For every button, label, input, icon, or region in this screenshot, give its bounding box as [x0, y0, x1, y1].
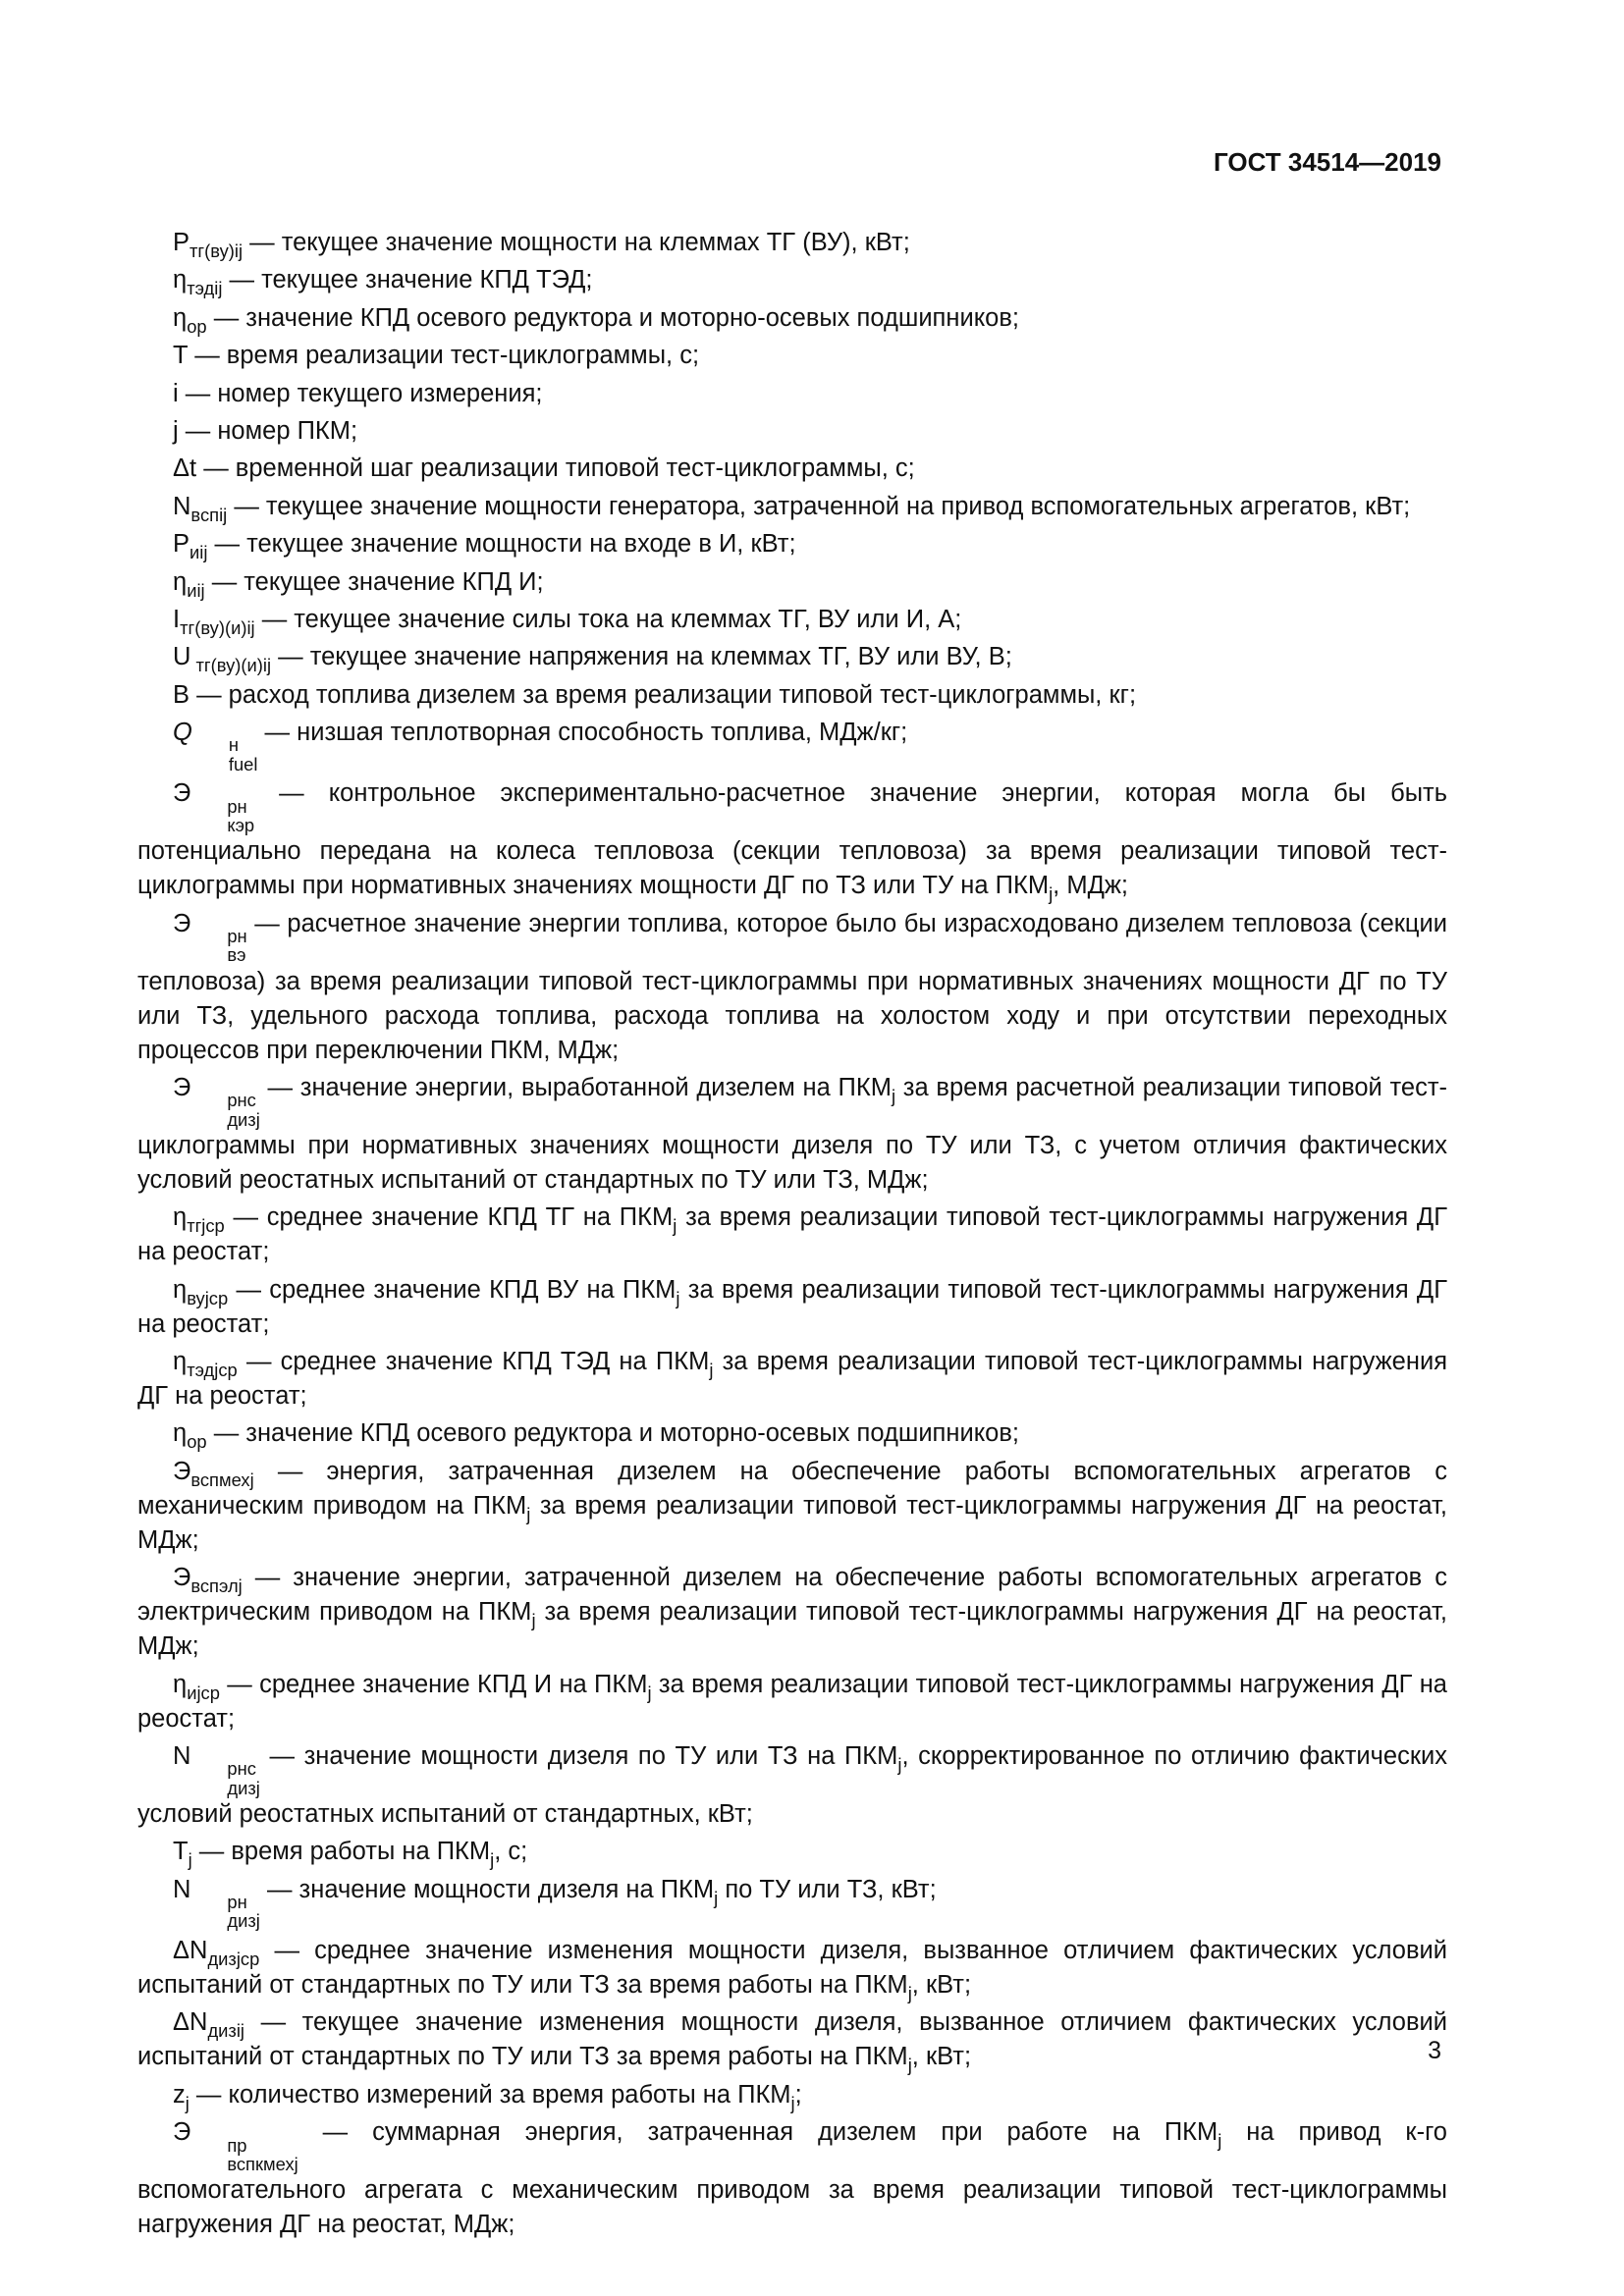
symbol-subscript: вспмехj	[190, 1468, 254, 1490]
symbol	[173, 1203, 225, 1237]
definition-item	[137, 1873, 1447, 1931]
text-subscript: j	[1218, 2130, 1222, 2152]
symbol	[173, 229, 244, 261]
symbol-base: N	[173, 1875, 191, 1903]
definition-text: — текущее значение мощности генератора, затраченной на привод вспомогательных агрегатов, кВт;	[227, 492, 1411, 520]
definition-item	[137, 2078, 1447, 2112]
definition-text: — расчетное значение энергии топлива, которое было бы израсходовано дизелем тепловоза (секции тепловоза) за время реализации типовой тест-циклограммы при нормативных значениях мощности ДГ по ТУ или ТЗ, удельного расхода топлива, расхода топлива на холостом ходу и при отсутствии переходных процессов при переключении ПКМ, МДж;	[137, 909, 1447, 1064]
definition-item	[137, 565, 1447, 600]
symbol-base: Э	[173, 1457, 191, 1485]
text-subscript: j	[897, 1753, 902, 1775]
definition-item	[137, 2005, 1447, 2074]
text-subscript: j	[891, 1085, 896, 1106]
definition-text: — значение мощности дизеля на ПКМ	[259, 1875, 715, 1903]
definition-text: — среднее значение КПД И на ПКМ	[219, 1670, 648, 1698]
definition-text-tail: , кВт;	[911, 1970, 972, 1999]
definition-item	[137, 603, 1447, 637]
text-subscript: j	[526, 1503, 531, 1524]
definition-text: — время работы на ПКМ	[191, 1838, 491, 1866]
symbol-base: N	[173, 1742, 191, 1770]
symbol-superscript: рн	[227, 1892, 247, 1913]
symbol-base: Э	[173, 909, 191, 937]
symbol-subscript: дизj	[227, 1108, 260, 1130]
symbol-subscript: дизj	[227, 1910, 260, 1932]
definition-text: — значение мощности дизеля по ТУ или ТЗ на ПКМ	[259, 1742, 898, 1770]
definition-item	[137, 301, 1447, 336]
symbol	[173, 681, 189, 709]
symbol-subscript: вспij	[190, 504, 228, 525]
symbol	[173, 342, 188, 369]
definition-text-tail: за время реализации типовой тест-циклограммы нагружения ДГ на реостат;	[137, 1348, 1448, 1411]
symbol-subscript: тг(ву)(и)ij	[190, 655, 272, 676]
symbol-superscript: пр	[227, 2134, 247, 2156]
symbol-base: η	[173, 1203, 188, 1232]
definition-item	[137, 716, 1447, 774]
symbol-subscript: fuel	[228, 753, 258, 774]
definition-item	[137, 776, 1447, 903]
definition-text: — энергия, затраченная дизелем на обеспечение работы вспомогательных агрегатов с механическим приводом на ПКМ	[137, 1457, 1447, 1520]
symbol-indices	[193, 735, 258, 774]
definition-item	[137, 1071, 1447, 1198]
definition-text-tail: , с;	[494, 1838, 528, 1866]
symbol-base: T	[173, 1838, 189, 1866]
symbol-subscript: тг(ву)(и)ij	[180, 616, 255, 638]
definition-text-tail: , МДж;	[1053, 872, 1128, 900]
text-subscript: j	[1049, 883, 1054, 905]
definition-text: — текущее значение изменения мощности дизеля, вызванное отличием фактических условий испытаний от стандартных по ТУ или ТЗ за время работы на ПКМ	[137, 2008, 1447, 2071]
symbol-subscript: дизj	[227, 1777, 260, 1798]
definition-text-tail: ;	[794, 2080, 802, 2109]
symbol-indices	[191, 1893, 259, 1931]
definition-text-tail: по ТУ или ТЗ, кВт;	[718, 1875, 937, 1903]
definition-item	[137, 226, 1447, 260]
symbol-subscript: ор	[187, 315, 207, 337]
symbol	[173, 1073, 260, 1130]
symbol	[173, 454, 196, 482]
definition-text-tail: , кВт;	[911, 2043, 972, 2071]
symbol-superscript: рн	[227, 926, 247, 947]
definition-text: — номер ПКМ;	[178, 416, 358, 445]
text-subscript: j	[790, 2092, 795, 2113]
definition-text: — время реализации тест-циклограммы, с;	[188, 342, 700, 370]
symbol	[173, 779, 255, 836]
symbol	[173, 1670, 220, 1703]
definition-item	[137, 414, 1447, 449]
symbol-base: I	[173, 605, 181, 633]
symbol-base: η	[173, 567, 188, 596]
symbol-subscript: иij	[189, 542, 208, 563]
definition-item	[137, 1273, 1447, 1342]
symbol-indices	[191, 2136, 298, 2174]
definition-item	[137, 1835, 1447, 1869]
definition-item	[137, 263, 1447, 297]
symbol-subscript: j	[188, 1849, 192, 1871]
symbol-base: Э	[173, 779, 191, 808]
symbol-indices	[191, 1091, 259, 1129]
definition-text: — среднее значение изменения мощности дизеля, вызванное отличием фактических условий испытаний от стандартных по ТУ или ТЗ за время работы на ПКМ	[137, 1936, 1447, 1999]
definition-item	[137, 1345, 1447, 1414]
symbol	[173, 266, 223, 299]
definition-item	[137, 490, 1447, 524]
definition-item	[137, 1201, 1447, 1269]
symbol-superscript: рн	[227, 795, 247, 817]
symbol	[173, 2118, 298, 2174]
symbol-base: η	[173, 303, 188, 332]
symbol-base: Q	[173, 719, 192, 747]
definition-item	[137, 1739, 1447, 1832]
symbol	[173, 492, 228, 525]
symbol-subscript: иij	[187, 579, 205, 601]
definition-text: — значение энергии, затраченной дизелем на обеспечение работы вспомогательных агрегатов с электрическим приводом на ПКМ	[137, 1564, 1447, 1627]
symbol	[173, 1838, 192, 1871]
definition-item	[137, 339, 1447, 373]
definition-text: — среднее значение КПД ТГ на ПКМ	[224, 1203, 674, 1232]
definition-text-tail: за время расчетной реализации типовой тест-циклограммы при нормативных значениях мощности дизеля по ТУ или ТЗ, с учетом отличия фактических условий реостатных испытаний от стандартных по ТУ или ТЗ, МДж;	[137, 1073, 1447, 1194]
symbol-base: Δt	[173, 454, 197, 483]
text-subscript: j	[676, 1287, 680, 1308]
definitions-list	[137, 226, 1447, 2245]
definition-text-tail: на привод к-го вспомогательного агрегата с механическим приводом за время реализации типовой тест-циклограммы нагружения ДГ на реостат, МДж;	[137, 2118, 1447, 2239]
symbol-base: P	[173, 530, 190, 559]
symbol-base: η	[173, 266, 188, 294]
definition-text: — количество измерений за время работы на ПКМ	[189, 2080, 791, 2109]
symbol-subscript: тэдjср	[187, 1360, 238, 1381]
symbol-subscript: дизjср	[207, 1948, 260, 1969]
definition-text: — расход топлива дизелем за время реализации типовой тест-циклограммы, кг;	[189, 680, 1137, 709]
definition-text: — суммарная энергия, затраченная дизелем при работе на ПКМ	[298, 2118, 1218, 2147]
symbol-subscript: вспэлj	[190, 1575, 243, 1597]
definition-item	[137, 640, 1447, 674]
symbol-indices	[191, 1759, 259, 1797]
symbol-subscript: j	[185, 2092, 189, 2113]
symbol-subscript: дизij	[207, 2020, 244, 2042]
symbol	[173, 2080, 189, 2113]
symbol-subscript: ор	[187, 1431, 207, 1453]
text-subscript: j	[907, 1982, 912, 2003]
text-subscript: j	[531, 1610, 536, 1631]
symbol	[173, 1457, 254, 1490]
symbol-base: η	[173, 1419, 188, 1448]
text-subscript: j	[647, 1682, 652, 1703]
definition-text-tail: за время реализации типовой тест-циклограммы нагружения ДГ на реостат, МДж;	[137, 1491, 1447, 1554]
text-subscript: j	[490, 1849, 495, 1871]
text-subscript: j	[673, 1215, 677, 1237]
definition-text: — низшая теплотворная способность топлива, МДж/кг;	[257, 719, 908, 747]
definition-item	[137, 527, 1447, 561]
symbol-subscript: кэр	[227, 815, 255, 836]
symbol-base: η	[173, 1275, 188, 1304]
definition-item	[137, 907, 1447, 1068]
symbol-subscript: вуjср	[187, 1287, 229, 1308]
symbol-base: Э	[173, 1073, 191, 1101]
definition-text: — текущее значение КПД ТЭД;	[222, 266, 593, 294]
symbol-base: i	[173, 379, 179, 407]
symbol	[173, 1742, 260, 1798]
text-subscript: j	[907, 2055, 912, 2076]
definition-text: — значение энергии, выработанной дизелем на ПКМ	[259, 1073, 892, 1101]
definition-text-tail: за время реализации типовой тест-циклограммы нагружения ДГ на реостат;	[137, 1670, 1447, 1733]
definition-item	[137, 678, 1447, 713]
definition-text-tail: за время реализации типовой тест-циклограммы нагружения ДГ на реостат, МДж;	[137, 1598, 1447, 1661]
symbol-superscript: н	[228, 734, 239, 756]
symbol-base: U	[173, 643, 191, 671]
symbol	[173, 1936, 260, 1969]
symbol	[173, 2008, 244, 2042]
definition-item	[137, 1668, 1447, 1736]
symbol	[173, 1875, 260, 1932]
symbol-subscript: вспкмехj	[227, 2153, 298, 2174]
symbol-base: j	[173, 416, 179, 445]
text-subscript: j	[709, 1360, 714, 1381]
symbol-base: P	[173, 229, 190, 256]
definition-text: — номер текущего измерения;	[178, 379, 543, 407]
symbol-base: T	[173, 342, 189, 370]
symbol	[173, 530, 208, 563]
symbol-subscript: тэдij	[187, 278, 223, 299]
symbol	[173, 643, 272, 676]
symbol-subscript: тгjср	[187, 1215, 225, 1237]
definition-item	[137, 1934, 1447, 2002]
definition-text: — значение КПД осевого редуктора и моторно-осевых подшипников;	[206, 303, 1019, 332]
symbol-subscript: иjср	[187, 1682, 220, 1703]
symbol	[173, 909, 247, 966]
definition-text-tail: за время реализации типовой тест-циклограммы нагружения ДГ на реостат;	[137, 1275, 1447, 1338]
definition-text: — текущее значение мощности на клеммах ТГ (ВУ), кВт;	[243, 229, 910, 256]
symbol-indices	[191, 927, 246, 965]
symbol-superscript: рнс	[227, 1758, 256, 1780]
definition-item	[137, 1455, 1447, 1558]
symbol-base: η	[173, 1348, 188, 1376]
symbol	[173, 1419, 207, 1453]
definition-text: — текущее значение КПД И;	[204, 567, 544, 596]
symbol	[173, 303, 207, 337]
definition-text: — текущее значение напряжения на клеммах ТГ, ВУ или ВУ, В;	[271, 643, 1012, 671]
definition-text-tail: , скорректированное по отличию фактических условий реостатных испытаний от стандартных, кВт;	[137, 1742, 1447, 1828]
symbol-base: B	[173, 680, 190, 709]
symbol-indices	[191, 797, 254, 835]
definition-item	[137, 1561, 1447, 1664]
definition-text: — временной шаг реализации типовой тест-циклограммы, с;	[196, 454, 915, 483]
definition-text: — текущее значение силы тока на клеммах ТГ, ВУ или И, А;	[254, 605, 962, 633]
symbol-base: Э	[173, 2118, 191, 2147]
definition-text: — среднее значение КПД ВУ на ПКМ	[228, 1275, 677, 1304]
symbol-base: z	[173, 2080, 186, 2109]
symbol-base: Э	[173, 1564, 191, 1592]
symbol-subscript: тг(ву)ij	[189, 240, 244, 261]
definition-text-tail: за время реализации типовой тест-циклограммы нагружения ДГ на реостат;	[137, 1203, 1448, 1266]
symbol-base: N	[173, 492, 191, 520]
symbol	[173, 1564, 243, 1597]
text-subscript: j	[714, 1887, 719, 1908]
symbol-superscript: рнс	[227, 1090, 256, 1111]
symbol	[173, 605, 255, 638]
definition-text: — контрольное экспериментально-расчетное значение энергии, которая могла бы быть потенциально передана на колеса тепловоза (секции тепловоза) за время реализации типовой тест-циклограммы при нормативных значениях мощности ДГ по ТЗ или ТУ на ПКМ	[137, 779, 1447, 900]
definition-text: — среднее значение КПД ТЭД на ПКМ	[237, 1348, 710, 1376]
symbol	[173, 1348, 238, 1381]
symbol-base: η	[173, 1670, 188, 1698]
definition-item	[137, 1416, 1447, 1451]
definition-text: — значение КПД осевого редуктора и моторно-осевых подшипников;	[206, 1419, 1019, 1448]
symbol	[173, 567, 205, 601]
symbol-base: ΔN	[173, 1936, 208, 1964]
symbol-base: ΔN	[173, 2008, 208, 2037]
definition-item	[137, 452, 1447, 486]
page-number: 3	[1428, 2037, 1441, 2064]
symbol-subscript: вэ	[227, 944, 246, 966]
page-header: ГОСТ 34514—2019	[1214, 147, 1441, 177]
symbol	[173, 719, 258, 774]
definition-item	[137, 2115, 1447, 2242]
definition-item	[137, 377, 1447, 411]
symbol	[173, 1275, 229, 1308]
definition-text: — текущее значение мощности на входе в И, кВт;	[207, 530, 796, 559]
